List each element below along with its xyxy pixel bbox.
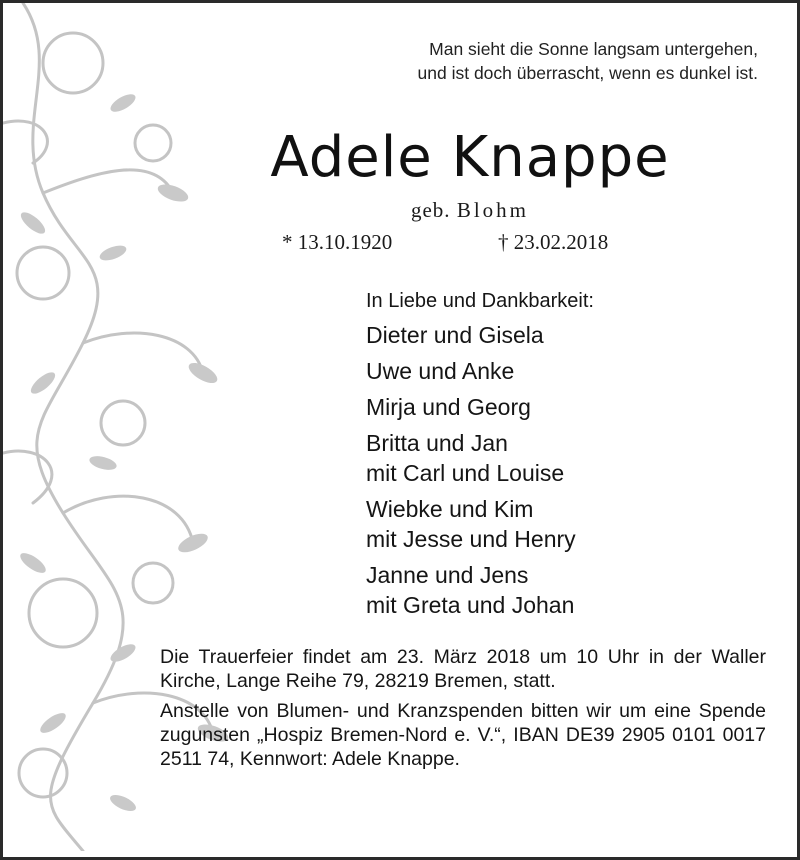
motto-line-2: und ist doch überrascht, wenn es dunkel ist. [417, 63, 758, 83]
family-line: mit Jesse und Henry [366, 526, 576, 552]
family-line: mit Carl und Louise [366, 460, 565, 486]
family-line: mit Greta und Johan [366, 592, 575, 618]
maiden-name [300, 198, 640, 223]
family-line: Britta und Jan [366, 430, 508, 456]
funeral-notice [160, 645, 766, 777]
family-group [366, 356, 594, 386]
family-group [366, 494, 594, 554]
motto-line-1: Man sieht die Sonne langsam untergehen, [429, 39, 758, 59]
ceremony-text: Die Trauerfeier findet am 23. März 2018 um 10 Uhr in der Waller Kirche, Lange Reihe 79, 28219 Bremen, statt. [160, 646, 766, 692]
family-group [366, 560, 594, 620]
motto [330, 37, 758, 85]
death-date: † 23.02.2018 [498, 230, 609, 254]
family-list [366, 286, 594, 626]
birth-date: * 13.10.1920 [282, 230, 393, 254]
donation-text: Anstelle von Blumen- und Kranzspenden bitten wir um eine Spende zugunsten „Hospiz Bremen-Nord e. V.“, IBAN DE39 2905 0101 0017 2511 74, Kennwort: Adele Knappe. [160, 700, 766, 770]
family-intro: In Liebe und Dankbarkeit: [366, 290, 594, 312]
deceased-name: Adele Knappe [270, 125, 670, 190]
family-group [366, 320, 594, 350]
maiden-prefix: geb. [410, 198, 451, 222]
family-group [366, 392, 594, 422]
family-line: Wiebke und Kim [366, 496, 534, 522]
family-group [366, 428, 594, 488]
family-line: Janne und Jens [366, 562, 529, 588]
family-line: Uwe und Anke [366, 358, 515, 384]
maiden-surname: Blohm [456, 198, 529, 222]
family-line: Dieter und Gisela [366, 322, 544, 348]
family-line: Mirja und Georg [366, 394, 531, 420]
